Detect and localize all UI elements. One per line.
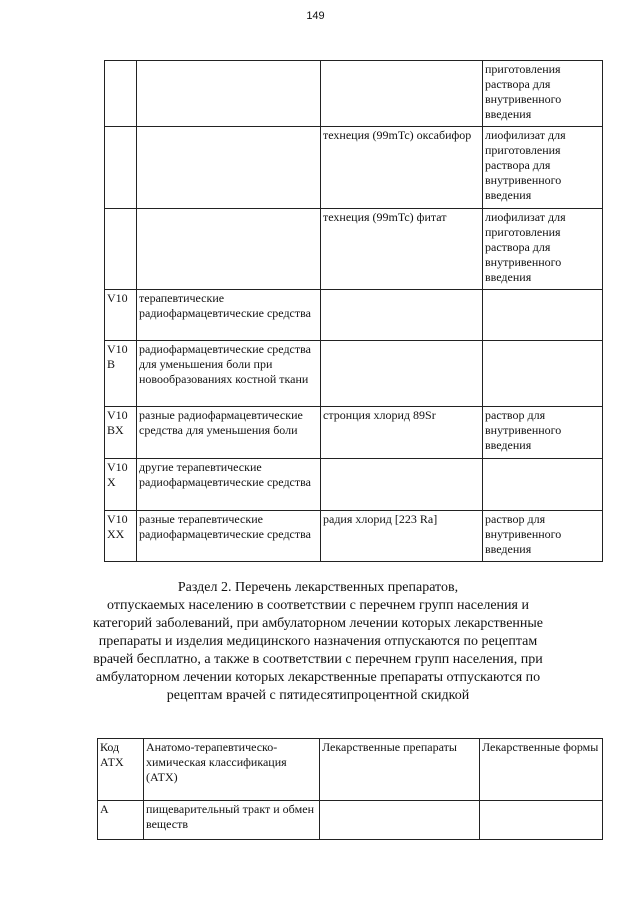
atc-class-cell: [137, 61, 321, 127]
table-row: [105, 341, 603, 407]
drug-name-cell: [321, 290, 483, 341]
drug-name-cell: [320, 801, 480, 840]
dosage-form-cell: [480, 801, 603, 840]
atc-class-cell: другие терапевтические радиофармацевтические средства: [137, 459, 321, 511]
atc-class-cell: пищеварительный тракт и обмен веществ: [144, 801, 320, 840]
section-heading-line: Раздел 2. Перечень лекарственных препаратов,: [177, 580, 459, 595]
atc-code-cell: V10 XX: [105, 511, 137, 562]
drug-name-cell: [321, 61, 483, 127]
table-row: [105, 407, 603, 459]
header-dosage-form: Лекарственные формы: [480, 739, 603, 801]
table-row: [98, 801, 603, 840]
dosage-form-cell: лиофилизат для приготовления раствора для внутривенного введения: [483, 209, 603, 290]
atc-class-cell: [137, 127, 321, 209]
atc-code-cell: V10 B: [105, 341, 137, 407]
table-row: [105, 61, 603, 127]
atc-code-cell: [105, 127, 137, 209]
atc-code-cell: V10 BX: [105, 407, 137, 459]
dosage-form-cell: раствор для внутривенного введения: [483, 407, 603, 459]
section-heading-line: категорий заболеваний, при амбулаторном лечении которых лекарственные: [92, 616, 544, 631]
dosage-form-cell: [483, 290, 603, 341]
table-header-row: [98, 739, 603, 801]
drug-table-section-2: [97, 738, 603, 840]
table-row: [105, 209, 603, 290]
atc-code-cell: А: [98, 801, 144, 840]
dosage-form-cell: лиофилизат для приготовления раствора для внутривенного введения: [483, 127, 603, 209]
table-row: [105, 511, 603, 562]
section-heading-line: амбулаторном лечении которых лекарственные препараты отпускаются по: [95, 670, 541, 685]
dosage-form-cell: [483, 341, 603, 407]
header-atc-code: Код АТХ: [98, 739, 144, 801]
atc-class-cell: разные радиофармацевтические средства для уменьшения боли: [137, 407, 321, 459]
section-heading-line: врачей бесплатно, а также в соответствии с перечнем групп населения, при: [93, 652, 543, 667]
atc-code-cell: [105, 209, 137, 290]
table-row: [105, 290, 603, 341]
drug-table-continued: [104, 60, 603, 562]
section-heading-line: отпускаемых населению в соответствии с перечнем групп населения и: [107, 598, 529, 613]
table-row: [105, 127, 603, 209]
atc-code-cell: V10 X: [105, 459, 137, 511]
drug-name-cell: радия хлорид [223 Ra]: [321, 511, 483, 562]
drug-name-cell: технеция (99mTc) фитат: [321, 209, 483, 290]
dosage-form-cell: раствор для внутривенного введения: [483, 511, 603, 562]
table-row: [105, 459, 603, 511]
section-heading: [80, 579, 556, 705]
drug-name-cell: [321, 459, 483, 511]
drug-name-cell: [321, 341, 483, 407]
dosage-form-cell: приготовления раствора для внутривенного введения: [483, 61, 603, 127]
drug-name-cell: технеция (99mTc) оксабифор: [321, 127, 483, 209]
atc-code-cell: [105, 61, 137, 127]
atc-class-cell: разные терапевтические радиофармацевтические средства: [137, 511, 321, 562]
section-heading-line: препараты и изделия медицинского назначения отпускаются по рецептам: [98, 634, 538, 649]
dosage-form-cell: [483, 459, 603, 511]
atc-class-cell: [137, 209, 321, 290]
atc-class-cell: терапевтические радиофармацевтические средства: [137, 290, 321, 341]
atc-class-cell: радиофармацевтические средства для уменьшения боли при новообразованиях костной ткани: [137, 341, 321, 407]
header-drug-name: Лекарственные препараты: [320, 739, 480, 801]
header-atc-class: Анатомо-терапевтическо-химическая классификация (АТХ): [144, 739, 320, 801]
atc-code-cell: V10: [105, 290, 137, 341]
drug-name-cell: стронция хлорид 89Sr: [321, 407, 483, 459]
page-number: 149: [306, 10, 325, 22]
section-heading-line: рецептам врачей с пятидесятипроцентной скидкой: [166, 688, 470, 703]
